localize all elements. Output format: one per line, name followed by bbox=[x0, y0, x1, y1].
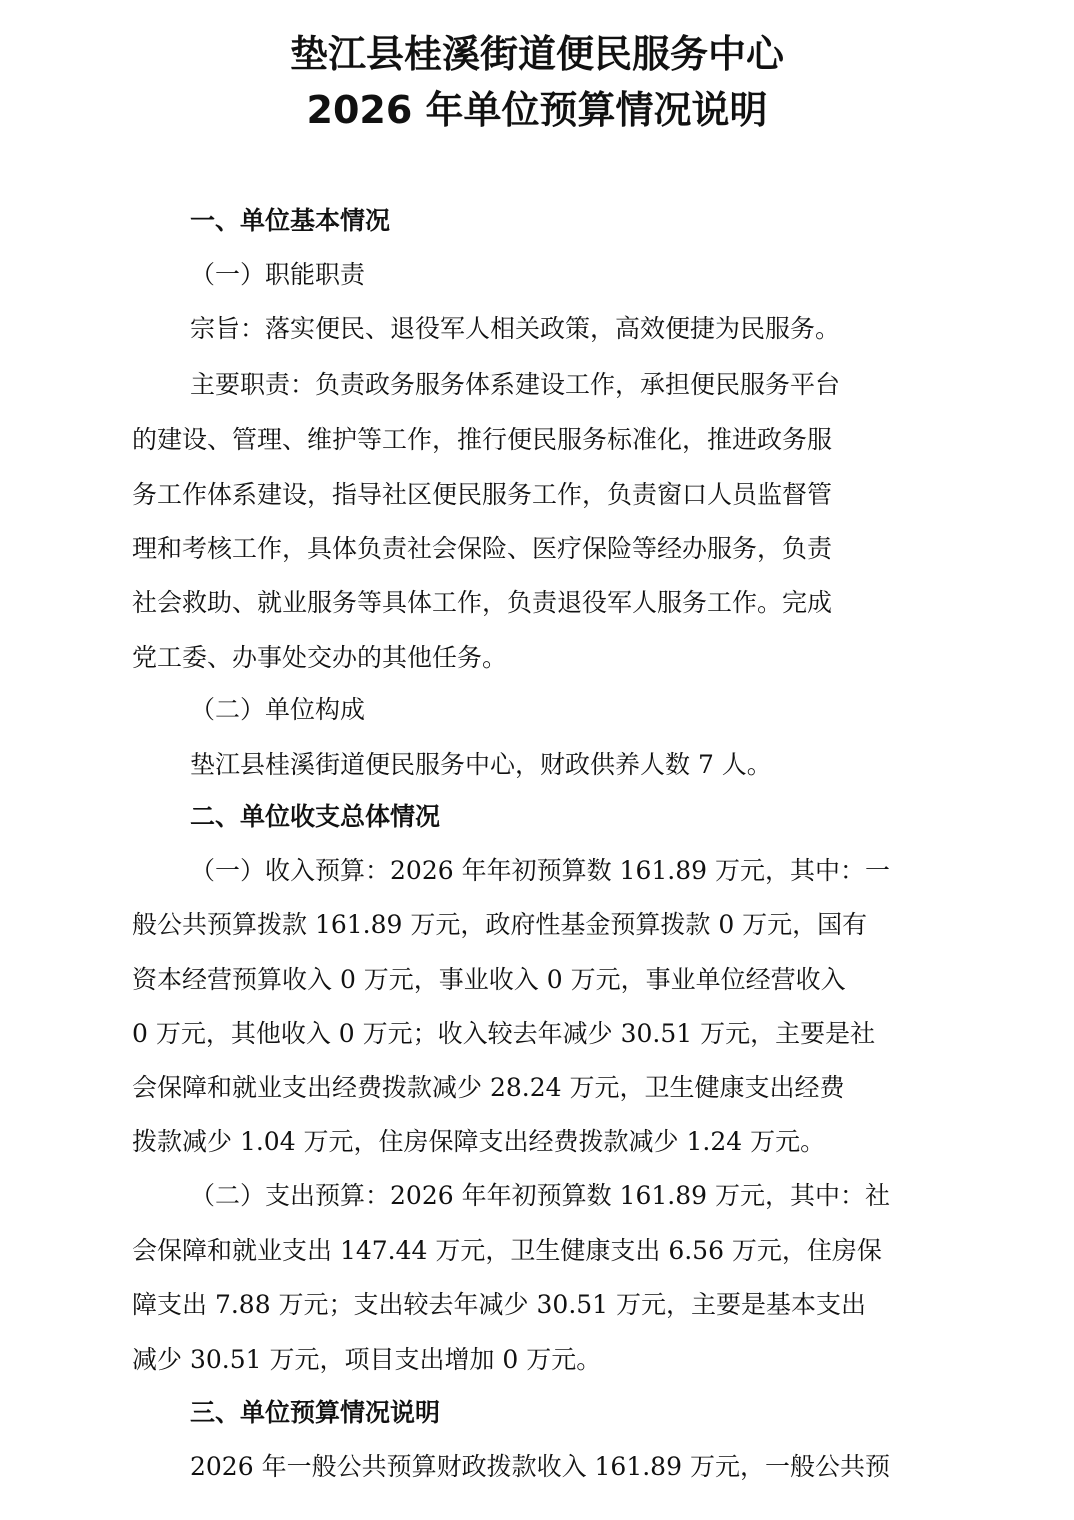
paragraph-line: 理和考核工作，具体负责社会保险、医疗保险等经办服务，负责 bbox=[132, 534, 833, 563]
expense-first-line bbox=[190, 1178, 890, 1214]
paragraph-line: 务工作体系建设，指导社区便民服务工作，负责窗口人员监督管 bbox=[132, 480, 833, 509]
paragraph-line: 障支出 7.88 万元；支出较去年减少 30.51 万元，主要是基本支出 bbox=[132, 1290, 867, 1319]
paragraph-line: 般公共预算拨款 161.89 万元，政府性基金预算拨款 0 万元，国有 bbox=[132, 910, 868, 939]
document-title-line2: 2026 年单位预算情况说明 bbox=[306, 88, 768, 132]
section1-sub2-heading: （二）单位构成 bbox=[190, 695, 366, 724]
paragraph-line: 社会救助、就业服务等具体工作，负责退役军人服务工作。完成 bbox=[132, 588, 833, 617]
paragraph-line: 资本经营预算收入 0 万元，事业收入 0 万元，事业单位经营收入 bbox=[132, 965, 846, 994]
paragraph-line: 宗旨：落实便民、退役军人相关政策，高效便捷为民服务。 bbox=[190, 314, 841, 343]
section2-heading: 二、单位收支总体情况 bbox=[190, 802, 441, 831]
paragraph-line: 的建设、管理、维护等工作，推行便民服务标准化，推进政务服 bbox=[132, 425, 833, 454]
paragraph-line: 减少 30.51 万元，项目支出增加 0 万元。 bbox=[132, 1345, 602, 1374]
income-first-rest: ：2026 年年初预算数 161.89 万元，其中：一 bbox=[365, 856, 890, 885]
paragraph-line: 主要职责：负责政务服务体系建设工作，承担便民服务平台 bbox=[190, 370, 841, 399]
document-title-line1: 垫江县桂溪街道便民服务中心 bbox=[289, 32, 784, 76]
section3-heading: 三、单位预算情况说明 bbox=[190, 1398, 441, 1427]
income-first-line bbox=[190, 853, 890, 889]
paragraph-line: 会保障和就业支出 147.44 万元，卫生健康支出 6.56 万元，住房保 bbox=[132, 1236, 882, 1265]
section1-sub1-heading: （一）职能职责 bbox=[190, 260, 366, 289]
section1-heading: 一、单位基本情况 bbox=[190, 206, 391, 235]
paragraph-line: 0 万元，其他收入 0 万元；收入较去年减少 30.51 万元，主要是社 bbox=[132, 1019, 876, 1048]
paragraph-line: 党工委、办事处交办的其他任务。 bbox=[132, 643, 508, 672]
paragraph-line: 2026 年一般公共预算财政拨款收入 161.89 万元，一般公共预 bbox=[190, 1452, 890, 1481]
income-label: （一）收入预算 bbox=[190, 856, 366, 885]
paragraph-line: 垫江县桂溪街道便民服务中心，财政供养人数 7 人。 bbox=[190, 750, 772, 779]
expense-first-rest: ：2026 年年初预算数 161.89 万元，其中：社 bbox=[365, 1181, 890, 1210]
paragraph-line: 拨款减少 1.04 万元，住房保障支出经费拨款减少 1.24 万元。 bbox=[132, 1127, 826, 1156]
paragraph-line: 会保障和就业支出经费拨款减少 28.24 万元，卫生健康支出经费 bbox=[132, 1073, 845, 1102]
expense-label: （二）支出预算 bbox=[190, 1181, 366, 1210]
